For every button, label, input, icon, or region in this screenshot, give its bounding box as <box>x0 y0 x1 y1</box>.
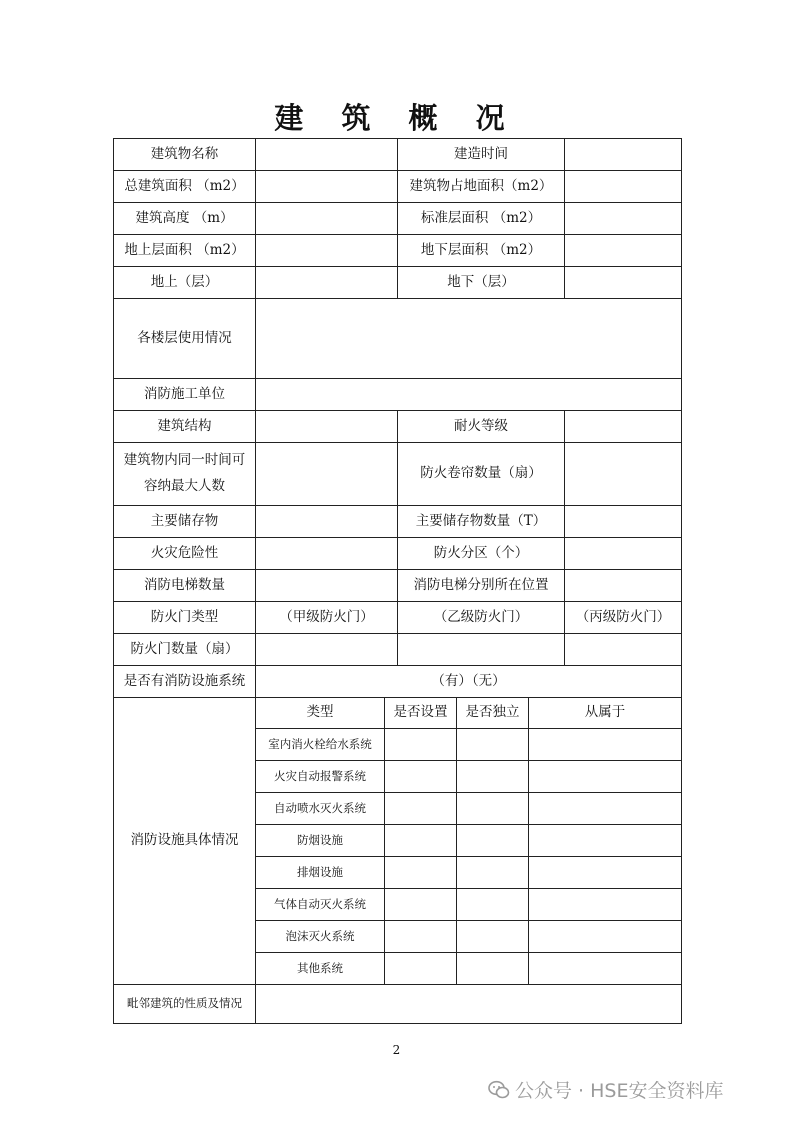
std-floor-label: 标准层面积 （m2） <box>398 203 565 235</box>
wechat-icon <box>488 1080 510 1100</box>
adjacent-label: 毗邻建筑的性质及情况 <box>114 985 256 1023</box>
door-type-b: （乙级防火门） <box>398 602 565 634</box>
facility-belongs-cell[interactable] <box>529 857 681 889</box>
below-area-label: 地下层面积 （m2） <box>398 235 565 267</box>
facility-type: 火灾自动报警系统 <box>256 761 385 793</box>
watermark <box>488 1076 723 1103</box>
structure-value[interactable] <box>256 411 398 443</box>
facility-type: 自动喷水灭火系统 <box>256 793 385 825</box>
facility-belongs-cell[interactable] <box>529 953 681 985</box>
facility-type: 室内消火栓给水系统 <box>256 729 385 761</box>
facility-set-cell[interactable] <box>385 889 457 921</box>
facility-set-cell[interactable] <box>385 761 457 793</box>
height-label: 建筑高度 （m） <box>114 203 256 235</box>
watermark-text: 公众号 · HSE安全资料库 <box>515 1080 724 1102</box>
fire-contractor-label: 消防施工单位 <box>114 379 256 411</box>
facility-set-cell[interactable] <box>385 825 457 857</box>
facility-header-belongs: 从属于 <box>529 698 681 729</box>
door-type-a: （甲级防火门） <box>256 602 398 634</box>
capacity-label: 建筑物内同一时间可容纳最大人数 <box>114 443 256 506</box>
fire-contractor-value[interactable] <box>256 379 681 411</box>
below-floors-value[interactable] <box>565 267 681 299</box>
facility-type: 泡沫灭火系统 <box>256 921 385 953</box>
shutter-count-value[interactable] <box>565 443 681 506</box>
main-storage-qty-label: 主要储存物数量（T） <box>398 506 565 538</box>
facility-type: 其他系统 <box>256 953 385 985</box>
building-name-label: 建筑物名称 <box>114 139 256 171</box>
fire-zone-value[interactable] <box>565 538 681 570</box>
facility-independent-cell[interactable] <box>457 889 529 921</box>
total-area-label: 总建筑面积 （m2） <box>114 171 256 203</box>
below-floors-label: 地下（层） <box>398 267 565 299</box>
main-storage-value[interactable] <box>256 506 398 538</box>
facility-header-set: 是否设置 <box>385 698 457 729</box>
facility-belongs-cell[interactable] <box>529 889 681 921</box>
build-time-label: 建造时间 <box>398 139 565 171</box>
page-title: 建 筑 概 况 <box>274 101 519 135</box>
floor-usage-label: 各楼层使用情况 <box>114 299 256 379</box>
door-type-label: 防火门类型 <box>114 602 256 634</box>
above-area-value[interactable] <box>256 235 398 267</box>
adjacent-value[interactable] <box>256 985 681 1023</box>
door-count-label: 防火门数量（扇） <box>114 634 256 666</box>
facility-belongs-cell[interactable] <box>529 729 681 761</box>
main-storage-label: 主要储存物 <box>114 506 256 538</box>
facility-independent-cell[interactable] <box>457 761 529 793</box>
footprint-label: 建筑物占地面积（m2） <box>398 171 565 203</box>
shutter-count-label: 防火卷帘数量（扇） <box>398 443 565 506</box>
elevator-location-value[interactable] <box>565 570 681 602</box>
total-area-value[interactable] <box>256 171 398 203</box>
door-count-b[interactable] <box>398 634 565 666</box>
facility-set-cell[interactable] <box>385 857 457 889</box>
elevator-location-label: 消防电梯分别所在位置 <box>398 570 565 602</box>
facility-independent-cell[interactable] <box>457 953 529 985</box>
door-count-a[interactable] <box>256 634 398 666</box>
page-number: 2 <box>392 1043 401 1057</box>
facility-header-type: 类型 <box>256 698 385 729</box>
facility-belongs-cell[interactable] <box>529 793 681 825</box>
elevator-count-value[interactable] <box>256 570 398 602</box>
has-system-label: 是否有消防设施系统 <box>114 666 256 698</box>
door-type-c: （丙级防火门） <box>565 602 681 634</box>
facility-independent-cell[interactable] <box>457 857 529 889</box>
fire-hazard-label: 火灾危险性 <box>114 538 256 570</box>
facility-independent-cell[interactable] <box>457 729 529 761</box>
above-area-label: 地上层面积 （m2） <box>114 235 256 267</box>
facility-independent-cell[interactable] <box>457 793 529 825</box>
build-time-value[interactable] <box>565 139 681 171</box>
capacity-value[interactable] <box>256 443 398 506</box>
above-floors-value[interactable] <box>256 267 398 299</box>
main-storage-qty-value[interactable] <box>565 506 681 538</box>
has-system-value[interactable]: （有）（无） <box>256 666 681 698</box>
floor-usage-value[interactable] <box>256 299 681 379</box>
height-value[interactable] <box>256 203 398 235</box>
facility-type: 防烟设施 <box>256 825 385 857</box>
facility-type: 排烟设施 <box>256 857 385 889</box>
fire-rating-label: 耐火等级 <box>398 411 565 443</box>
facility-header-independent: 是否独立 <box>457 698 529 729</box>
facility-set-cell[interactable] <box>385 793 457 825</box>
fire-zone-label: 防火分区（个） <box>398 538 565 570</box>
details-label: 消防设施具体情况 <box>114 698 256 985</box>
facility-set-cell[interactable] <box>385 729 457 761</box>
above-floors-label: 地上（层） <box>114 267 256 299</box>
building-overview-table <box>113 138 682 1024</box>
footprint-value[interactable] <box>565 171 681 203</box>
facility-independent-cell[interactable] <box>457 825 529 857</box>
facility-set-cell[interactable] <box>385 921 457 953</box>
fire-hazard-value[interactable] <box>256 538 398 570</box>
std-floor-value[interactable] <box>565 203 681 235</box>
door-count-c[interactable] <box>565 634 681 666</box>
elevator-count-label: 消防电梯数量 <box>114 570 256 602</box>
building-name-value[interactable] <box>256 139 398 171</box>
facility-belongs-cell[interactable] <box>529 921 681 953</box>
below-area-value[interactable] <box>565 235 681 267</box>
structure-label: 建筑结构 <box>114 411 256 443</box>
facility-belongs-cell[interactable] <box>529 825 681 857</box>
facility-belongs-cell[interactable] <box>529 761 681 793</box>
fire-rating-value[interactable] <box>565 411 681 443</box>
facility-independent-cell[interactable] <box>457 921 529 953</box>
facility-type: 气体自动灭火系统 <box>256 889 385 921</box>
facility-set-cell[interactable] <box>385 953 457 985</box>
